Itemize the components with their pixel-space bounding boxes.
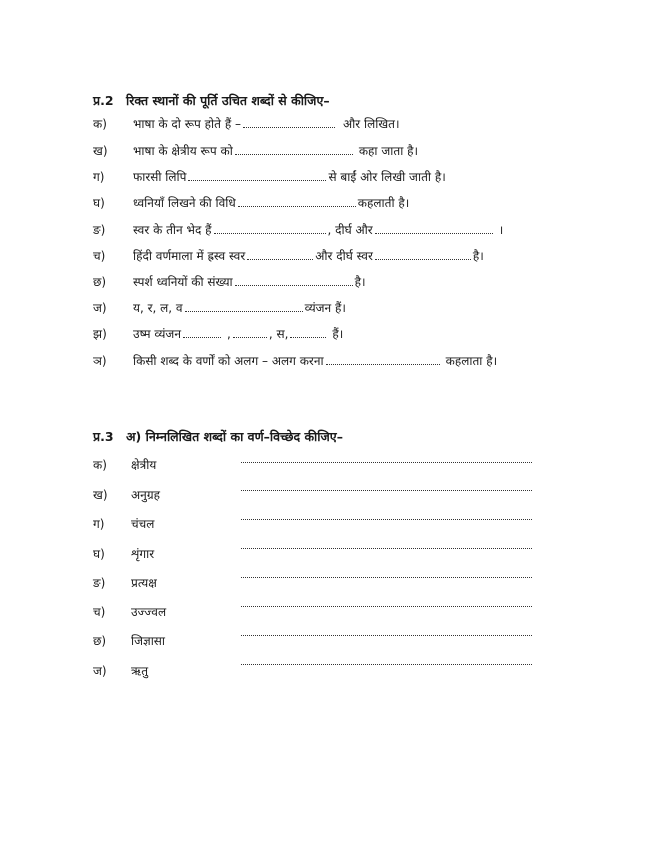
q3-item bbox=[93, 572, 241, 594]
item-text: हैं। bbox=[332, 327, 344, 341]
item-text: स्वर के तीन भेद हैं bbox=[133, 223, 212, 237]
answer-blank[interactable] bbox=[247, 249, 313, 260]
item-marker: च) bbox=[93, 605, 106, 619]
item-word: जिज्ञासा bbox=[131, 634, 166, 648]
answer-line[interactable] bbox=[241, 519, 532, 520]
q2-item bbox=[93, 141, 418, 161]
q3-item bbox=[93, 601, 241, 623]
item-text: य, र, ल, व bbox=[133, 301, 183, 315]
item-text: ध्वनियाँ लिखने की विधि bbox=[133, 196, 236, 210]
q2-number: प्र.2 bbox=[93, 93, 114, 108]
item-word: चंचल bbox=[131, 517, 155, 531]
answer-blank[interactable] bbox=[233, 327, 267, 338]
item-text: भाषा के क्षेत्रीय रूप को bbox=[133, 144, 233, 158]
item-marker: ङ) bbox=[93, 223, 106, 237]
item-text: भाषा के दो रूप होते हैं – bbox=[133, 117, 242, 131]
item-marker: ख) bbox=[93, 144, 108, 158]
item-marker: ञ) bbox=[93, 354, 107, 368]
item-text: और लिखित। bbox=[343, 117, 400, 131]
item-marker: च) bbox=[93, 249, 106, 263]
q2-item bbox=[93, 298, 346, 318]
q3-item bbox=[93, 513, 241, 535]
answer-blank[interactable] bbox=[183, 327, 221, 338]
item-text: व्यंजन हैं। bbox=[304, 301, 346, 315]
item-marker: क) bbox=[93, 458, 107, 472]
item-text: , bbox=[227, 327, 231, 341]
q2-item bbox=[93, 193, 409, 213]
item-text: । bbox=[498, 223, 504, 237]
item-marker: ग) bbox=[93, 517, 105, 531]
answer-blank[interactable] bbox=[185, 301, 303, 312]
answer-line[interactable] bbox=[241, 577, 532, 578]
item-text: किसी शब्द के वर्णों को अलग – अलग करना bbox=[133, 354, 324, 368]
item-word: क्षेत्रीय bbox=[131, 458, 157, 472]
answer-blank[interactable] bbox=[235, 144, 353, 155]
q2-item bbox=[93, 220, 503, 240]
q3-item bbox=[93, 543, 241, 565]
answer-line[interactable] bbox=[241, 606, 532, 607]
q2-item bbox=[93, 114, 400, 134]
q3-number: प्र.3 bbox=[93, 429, 114, 444]
item-marker: घ) bbox=[93, 547, 105, 561]
answer-blank[interactable] bbox=[188, 170, 326, 181]
item-marker: ज) bbox=[93, 301, 107, 315]
answer-line[interactable] bbox=[241, 635, 532, 636]
item-word: अनुग्रह bbox=[131, 488, 160, 502]
item-word: प्रत्यक्ष bbox=[131, 576, 157, 590]
item-marker: छ) bbox=[93, 275, 107, 289]
item-text: कहा जाता है। bbox=[358, 144, 419, 158]
q2-item bbox=[93, 324, 343, 344]
item-text: कहलाता है। bbox=[445, 354, 498, 368]
item-marker: ग) bbox=[93, 170, 105, 184]
item-marker: छ) bbox=[93, 634, 107, 648]
item-text: हिंदी वर्णमाला में ह्रस्व स्वर bbox=[133, 249, 246, 263]
answer-line[interactable] bbox=[241, 664, 532, 665]
answer-blank[interactable] bbox=[243, 117, 335, 128]
answer-blank[interactable] bbox=[375, 223, 493, 234]
q2-item bbox=[93, 272, 366, 292]
answer-blank[interactable] bbox=[238, 196, 356, 207]
answer-blank[interactable] bbox=[214, 223, 326, 234]
q2-item bbox=[93, 351, 497, 371]
item-text: है। bbox=[472, 249, 484, 263]
item-text: स्पर्श ध्वनियों की संख्या bbox=[133, 275, 233, 289]
q2-title: रिक्त स्थानों की पूर्ति उचित शब्दों से कीजिए– bbox=[126, 93, 330, 108]
item-marker: घ) bbox=[93, 196, 105, 210]
item-marker: ङ) bbox=[93, 576, 106, 590]
answer-blank[interactable] bbox=[375, 249, 471, 260]
q3-item bbox=[93, 630, 241, 652]
item-text: , दीर्घ और bbox=[327, 223, 373, 237]
item-marker: ख) bbox=[93, 488, 108, 502]
answer-line[interactable] bbox=[241, 490, 532, 491]
item-marker: ज) bbox=[93, 664, 107, 678]
q3-title: अ) निम्नलिखित शब्दों का वर्ण–विच्छेद कीजिए– bbox=[126, 429, 343, 444]
answer-blank[interactable] bbox=[326, 354, 440, 365]
item-text: और दीर्घ स्वर bbox=[315, 249, 373, 263]
item-marker: झ) bbox=[93, 327, 107, 341]
item-text: , स, bbox=[268, 327, 289, 341]
item-word: शृंगार bbox=[131, 547, 155, 561]
answer-blank[interactable] bbox=[290, 327, 326, 338]
q3-item bbox=[93, 660, 241, 682]
item-text: फारसी लिपि bbox=[133, 170, 187, 184]
item-text: उष्म व्यंजन bbox=[133, 327, 181, 341]
answer-line[interactable] bbox=[241, 462, 532, 463]
item-word: ऋतु bbox=[131, 664, 149, 678]
answer-line[interactable] bbox=[241, 548, 532, 549]
q3-item bbox=[93, 454, 241, 476]
item-text: कहलाती है। bbox=[357, 196, 410, 210]
q2-item bbox=[93, 167, 446, 187]
item-text: से बाईं ओर लिखी जाती है। bbox=[328, 170, 446, 184]
item-marker: क) bbox=[93, 117, 107, 131]
item-text: है। bbox=[354, 275, 366, 289]
item-word: उज्ज्वल bbox=[131, 605, 167, 619]
q3-item bbox=[93, 484, 241, 506]
answer-blank[interactable] bbox=[235, 275, 353, 286]
q2-item bbox=[93, 246, 484, 266]
